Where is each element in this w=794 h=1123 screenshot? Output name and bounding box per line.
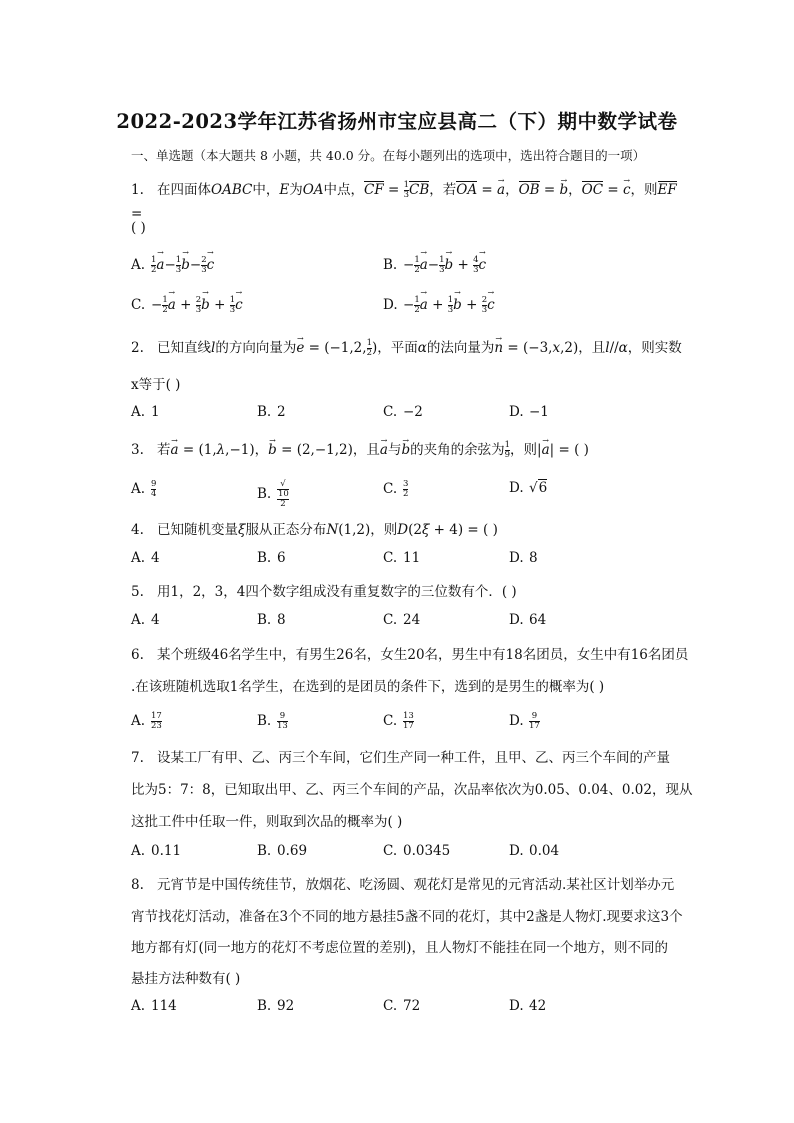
option-b: B. − $\frac{1}{2}$ → a− $\frac{1}{3}$ → b + $\frac{4}{3}$ → c — [383, 256, 486, 275]
question-1: 1. 在四面体OABC中，E为OA中点，CF = $\frac{1}{3}$ CB，若OA = → a，OB = → b，OC = → c，则EF = — [131, 178, 691, 226]
section-heading: 一、单选题（本大题共 8 小题，共 40.0 分。在每小题列出的选项中，选出符合题目的一项） — [131, 148, 646, 163]
question-7: 7. 设某工厂有甲、乙、丙三个车间，它们生产同一种工件，且甲、乙、丙三个车间的产量 — [131, 746, 691, 770]
question-number: 3. — [131, 442, 144, 458]
question-2: 2. 已知直线l的方向向量为→ e = (−1,2, $\frac{1}{2}$ )，平面α的法向量为→ n = (−3,x,2)，且l//α，则实数 — [131, 336, 691, 360]
option-d: D. √6 — [509, 480, 548, 496]
question-number: 2. — [131, 340, 144, 356]
option-b: B. 2 — [257, 404, 286, 420]
question-number: 7. — [131, 750, 144, 766]
option-b: B. 0.69 — [257, 843, 308, 859]
option-a: A. $\frac{17}{23}$ — [131, 711, 162, 731]
question-6-cont: .在该班随机选取1名学生，在选到的是团员的条件下，选到的是男生的概率为( ) — [131, 679, 605, 695]
question-7-cont2: 这批工件中任取一件，则取到次品的概率为( ) — [131, 814, 403, 830]
option-c: C. 72 — [383, 998, 421, 1014]
option-c: C. $\frac{3}{2}$ — [383, 479, 409, 499]
option-d: D. 64 — [509, 612, 547, 628]
option-c: C. $\frac{13}{17}$ — [383, 711, 414, 731]
question-4: 4. 已知随机变量ξ服从正态分布N(1,2)，则D(2ξ + 4) = ( ) — [131, 518, 691, 542]
option-c: C. 0.0345 — [383, 843, 451, 859]
question-1-cont: ( ) — [131, 220, 146, 236]
option-a: A. $\frac{1}{2}$ → a− $\frac{1}{3}$ → b− $\frac{2}{3}$ → c — [131, 256, 214, 275]
question-3: 3. 若→ a = (1,λ,−1)，→ b = (2,−1,2)，且→ a与→ b的夹角的余弦为 $\frac{1}{9}$ ，则|→ a| = ( ) — [131, 438, 691, 462]
option-a: A. 4 — [131, 550, 160, 566]
option-c: C. −2 — [383, 404, 423, 420]
question-number: 6. — [131, 647, 144, 663]
option-b: B. $\frac{9}{13}$ — [257, 711, 288, 731]
page-title: 2022-2023学年江苏省扬州市宝应县高二（下）期中数学试卷 — [116, 110, 678, 133]
option-d: D. 8 — [509, 550, 538, 566]
option-b: B. √ 10 2 — [257, 479, 289, 509]
option-c: C. − $\frac{1}{2}$ → a + $\frac{2}{3}$ → b + $\frac{1}{3}$ → c — [131, 296, 243, 315]
option-c: C. 24 — [383, 612, 421, 628]
option-d: D. $\frac{9}{17}$ — [509, 711, 540, 731]
option-a: A. 0.11 — [131, 843, 182, 859]
option-d: D. 0.04 — [509, 843, 560, 859]
option-d: D. −1 — [509, 404, 549, 420]
question-number: 8. — [131, 877, 144, 893]
option-b: B. 92 — [257, 998, 295, 1014]
option-a: A. 114 — [131, 998, 177, 1014]
option-b: B. 6 — [257, 550, 286, 566]
question-8-cont3: 悬挂方法种数有( ) — [131, 971, 241, 987]
option-a: A. 1 — [131, 404, 160, 420]
question-number: 5. — [131, 584, 144, 600]
option-d: D. − $\frac{1}{2}$ → a + $\frac{1}{3}$ → b + $\frac{2}{3}$ → c — [383, 296, 495, 315]
question-8: 8. 元宵节是中国传统佳节，放烟花、吃汤圆、观花灯是常见的元宵活动.某社区计划举办元 — [131, 873, 691, 897]
option-c: C. 11 — [383, 550, 421, 566]
question-number: 1. — [131, 182, 144, 198]
question-7-cont: 比为5：7：8，已知取出甲、乙、丙三个车间的产品，次品率依次为0.05、0.04、0.02，现从 — [131, 782, 693, 798]
option-d: D. 42 — [509, 998, 547, 1014]
question-6: 6. 某个班级46名学生中，有男生26名，女生20名，男生中有18名团员，女生中有16名团员 — [131, 643, 691, 667]
question-2-cont: x等于( ) — [131, 377, 181, 393]
question-8-cont2: 地方都有灯(同一地方的花灯不考虑位置的差别)，且人物灯不能挂在同一个地方，则不同的 — [131, 940, 669, 956]
question-number: 4. — [131, 522, 144, 538]
question-8-cont: 宵节找花灯活动，准备在3个不同的地方悬挂5盏不同的花灯，其中2盏是人物灯.现要求这3个 — [131, 909, 683, 925]
question-5: 5. 用1，2，3，4四个数字组成没有重复数字的三位数有个．( ) — [131, 580, 691, 604]
option-b: B. 8 — [257, 612, 286, 628]
option-a: A. $\frac{9}{4}$ — [131, 479, 157, 499]
option-a: A. 4 — [131, 612, 160, 628]
